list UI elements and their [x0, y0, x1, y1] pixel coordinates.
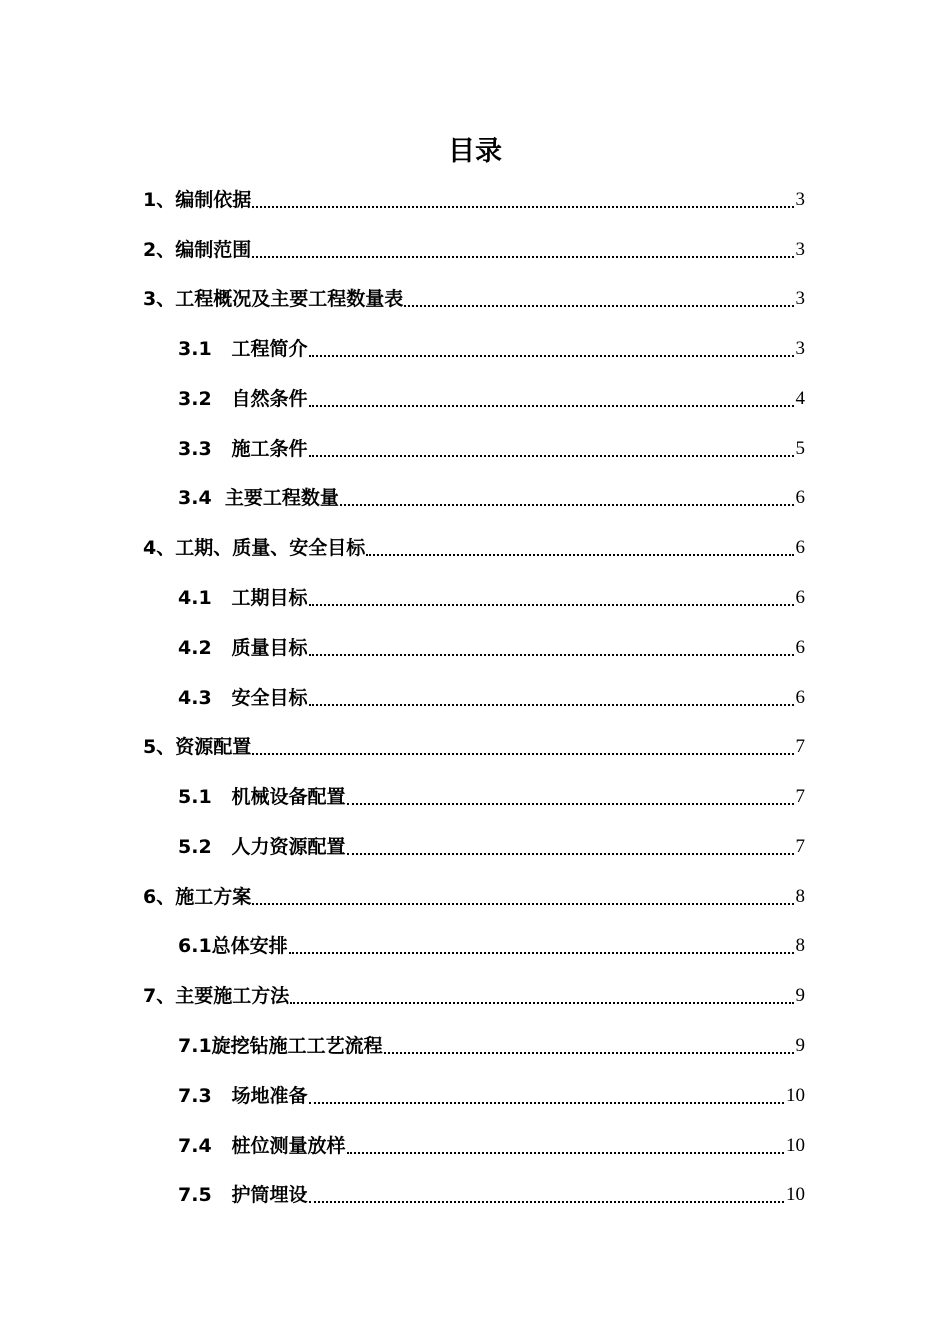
- toc-entry[interactable]: [143, 285, 805, 313]
- toc-entry-number: 5.1: [178, 786, 232, 808]
- toc-entry-page: 8: [795, 935, 805, 956]
- toc-entry-label: 旋挖钻施工工艺流程: [211, 1035, 383, 1057]
- toc-entry[interactable]: [178, 484, 805, 512]
- toc-entry[interactable]: [178, 684, 805, 712]
- toc-entry-label: 编制依据: [175, 189, 252, 211]
- toc-entry-number: 3、: [143, 288, 176, 310]
- toc-entry-number: 2、: [143, 239, 176, 261]
- toc-entry-label: 桩位测量放样: [231, 1135, 346, 1157]
- toc-entry[interactable]: [143, 236, 805, 264]
- dot-leader: [252, 901, 793, 905]
- toc-entry-page: 10: [786, 1135, 805, 1156]
- dot-leader: [309, 702, 794, 706]
- toc-entry-number: 3.1: [178, 338, 232, 360]
- dot-leader: [309, 652, 794, 656]
- toc-entry-number: 4.3: [178, 687, 232, 709]
- toc-entry-page: 9: [795, 1035, 805, 1056]
- dot-leader: [309, 1100, 784, 1104]
- toc-entry-number: 7、: [143, 985, 176, 1007]
- dot-leader: [252, 751, 793, 755]
- toc-entry-label: 资源配置: [175, 736, 252, 758]
- toc-entry-page: 3: [795, 288, 805, 309]
- toc-entry-page: 5: [795, 438, 805, 459]
- toc-entry-page: 8: [795, 886, 805, 907]
- toc-entry-page: 7: [795, 736, 805, 757]
- dot-leader: [404, 303, 793, 307]
- toc-entry-label: 工程概况及主要工程数量表: [175, 288, 404, 310]
- toc-entry-label: 主要施工方法: [175, 985, 290, 1007]
- toc-entry-page: 6: [795, 687, 805, 708]
- dot-leader: [290, 1000, 793, 1004]
- dot-leader: [309, 602, 794, 606]
- toc-entry-page: 6: [795, 537, 805, 558]
- toc-entry-label: 质量目标: [231, 637, 308, 659]
- toc-entry-page: 6: [795, 637, 805, 658]
- toc-entry-number: 3.4: [178, 487, 225, 509]
- dot-leader: [289, 950, 794, 954]
- toc-entry-number: 3.3: [178, 438, 232, 460]
- toc-entry[interactable]: [143, 733, 805, 761]
- toc-entry[interactable]: [143, 534, 805, 562]
- toc-entry-page: 9: [795, 985, 805, 1006]
- toc-entry-label: 人力资源配置: [231, 836, 346, 858]
- dot-leader: [384, 1050, 794, 1054]
- toc-entry[interactable]: [178, 634, 805, 662]
- toc-entry-label: 机械设备配置: [231, 786, 346, 808]
- toc-entry[interactable]: [178, 1181, 805, 1209]
- toc-entry-page: 6: [795, 487, 805, 508]
- dot-leader: [252, 204, 793, 208]
- toc-entry-number: 7.5: [178, 1184, 232, 1206]
- toc-entry-label: 工期、质量、安全目标: [175, 537, 366, 559]
- toc-entry-page: 3: [795, 338, 805, 359]
- dot-leader: [309, 453, 794, 457]
- toc-entry-page: 3: [795, 239, 805, 260]
- toc-entry[interactable]: [178, 932, 805, 960]
- toc-entry-page: 7: [795, 786, 805, 807]
- toc-title: 目录: [448, 136, 502, 167]
- toc-entry-label: 工期目标: [231, 587, 308, 609]
- toc-entry-label: 安全目标: [231, 687, 308, 709]
- toc-entry-page: 10: [786, 1085, 805, 1106]
- dot-leader: [340, 502, 794, 506]
- toc-entry-number: 1、: [143, 189, 176, 211]
- toc-entry-number: 7.4: [178, 1135, 232, 1157]
- toc-entry-page: 7: [795, 836, 805, 857]
- toc-entry-page: 3: [795, 189, 805, 210]
- toc-entry-label: 工程简介: [231, 338, 308, 360]
- toc-entry-number: 4、: [143, 537, 176, 559]
- toc-entry-label: 施工方案: [175, 886, 252, 908]
- toc-entry-number: 4.2: [178, 637, 232, 659]
- toc-entry-number: 5.2: [178, 836, 232, 858]
- toc-entry-label: 施工条件: [231, 438, 308, 460]
- toc-entry-number: 3.2: [178, 388, 232, 410]
- toc-entry[interactable]: [178, 1082, 805, 1110]
- toc-entry[interactable]: [143, 982, 805, 1010]
- dot-leader: [347, 801, 794, 805]
- toc-entry[interactable]: [178, 335, 805, 363]
- dot-leader: [309, 353, 794, 357]
- toc-entry-page: 10: [786, 1184, 805, 1205]
- dot-leader: [309, 403, 794, 407]
- dot-leader: [347, 851, 794, 855]
- toc-entry[interactable]: [143, 883, 805, 911]
- dot-leader: [347, 1150, 784, 1154]
- toc-entry[interactable]: [178, 1032, 805, 1060]
- toc-entry-label: 总体安排: [211, 935, 288, 957]
- toc-entry-number: 6、: [143, 886, 176, 908]
- toc-entry-number: 7.1: [178, 1035, 212, 1057]
- toc-entry[interactable]: [178, 783, 805, 811]
- toc-entry-label: 场地准备: [231, 1085, 308, 1107]
- toc-entry-page: 6: [795, 587, 805, 608]
- toc-entry[interactable]: [178, 1132, 805, 1160]
- dot-leader: [309, 1199, 784, 1203]
- toc-entry[interactable]: [178, 833, 805, 861]
- toc-entry[interactable]: [178, 385, 805, 413]
- toc-entry-label: 自然条件: [231, 388, 308, 410]
- toc-entry-number: 6.1: [178, 935, 212, 957]
- toc-entry-number: 7.3: [178, 1085, 232, 1107]
- toc-entry-number: 5、: [143, 736, 176, 758]
- dot-leader: [366, 552, 793, 556]
- toc-entry-page: 4: [795, 388, 805, 409]
- dot-leader: [252, 254, 793, 258]
- toc-entry-label: 编制范围: [175, 239, 252, 261]
- toc-entry-number: 4.1: [178, 587, 232, 609]
- toc-entry[interactable]: [178, 584, 805, 612]
- toc-entry-label: 护筒埋设: [231, 1184, 308, 1206]
- toc-entry[interactable]: [178, 435, 805, 463]
- toc-entry-label: 主要工程数量: [224, 487, 339, 509]
- toc-entry[interactable]: [143, 186, 805, 214]
